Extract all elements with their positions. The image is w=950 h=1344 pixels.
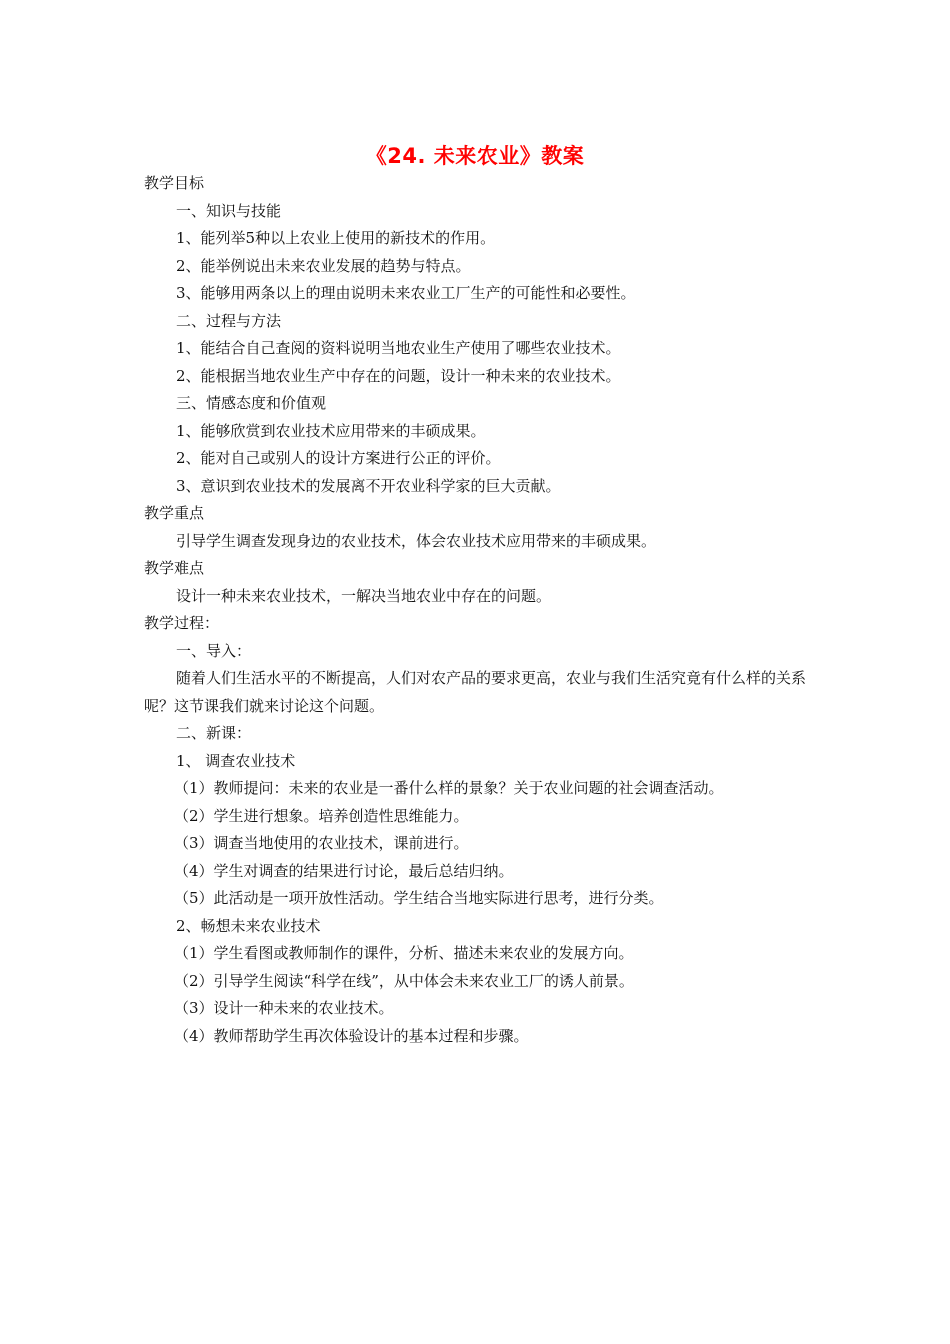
paragraph: 随着人们生活水平的不断提高，人们对农产品的要求更高，农业与我们生活究竟有什么样的关系呢？这节课我们就来讨论这个问题。	[144, 669, 807, 715]
paragraph: 设计一种未来农业技术，一解决当地农业中存在的问题。	[176, 586, 552, 605]
subsection-heading: 三、情感态度和价值观	[176, 394, 327, 412]
list-item: （2）引导学生阅读“科学在线”，从中体会未来农业工厂的诱人前景。	[174, 971, 634, 990]
section-heading-teaching-goals: 教学目标	[144, 174, 205, 192]
section-heading-difficulties: 教学难点	[144, 559, 205, 577]
list-item: 2、能根据当地农业生产中存在的问题，设计一种未来的农业技术。	[176, 366, 621, 385]
list-item: （5）此活动是一项开放性活动。学生结合当地实际进行思考，进行分类。	[174, 889, 664, 907]
list-item: 2、能举例说出未来农业发展的趋势与特点。	[176, 256, 471, 275]
list-item: （4）教师帮助学生再次体验设计的基本过程和步骤。	[174, 1026, 529, 1045]
list-item: （1）学生看图或教师制作的课件，分析、描述未来农业的发展方向。	[174, 944, 634, 962]
list-item: 2、畅想未来农业技术	[176, 916, 321, 935]
list-item: 1、 调查农业技术	[176, 751, 296, 770]
subsection-heading: 二、过程与方法	[176, 311, 282, 330]
list-item: 1、能列举5种以上农业上使用的新技术的作用。	[176, 229, 496, 247]
subsection-heading: 二、新课：	[176, 724, 252, 742]
list-item: 3、意识到农业技术的发展离不开农业科学家的巨大贡献。	[176, 476, 561, 495]
subsection-heading: 一、导入：	[176, 641, 252, 660]
list-item: （2）学生进行想象。培养创造性思维能力。	[174, 806, 469, 825]
list-item: 1、能结合自己查阅的资料说明当地农业生产使用了哪些农业技术。	[176, 339, 621, 357]
document-body	[144, 170, 814, 1050]
paragraph: 引导学生调查发现身边的农业技术，体会农业技术应用带来的丰硕成果。	[176, 531, 657, 550]
list-item: （3）设计一种未来的农业技术。	[174, 999, 394, 1017]
list-item: 1、能够欣赏到农业技术应用带来的丰硕成果。	[176, 421, 486, 440]
list-item: 2、能对自己或别人的设计方案进行公正的评价。	[176, 449, 501, 467]
subsection-heading: 一、知识与技能	[176, 201, 282, 220]
list-item: （3）调查当地使用的农业技术，课前进行。	[174, 834, 469, 852]
list-item: 3、能够用两条以上的理由说明未来农业工厂生产的可能性和必要性。	[176, 284, 636, 302]
section-heading-key-points: 教学重点	[144, 504, 205, 522]
section-heading-teaching-process: 教学过程：	[144, 614, 220, 632]
list-item: （1）教师提问：未来的农业是一番什么样的景象？关于农业问题的社会调查活动。	[174, 779, 724, 797]
list-item: （4）学生对调查的结果进行讨论，最后总结归纳。	[174, 861, 514, 880]
document-title: 《24. 未来农业》教案	[365, 144, 585, 168]
